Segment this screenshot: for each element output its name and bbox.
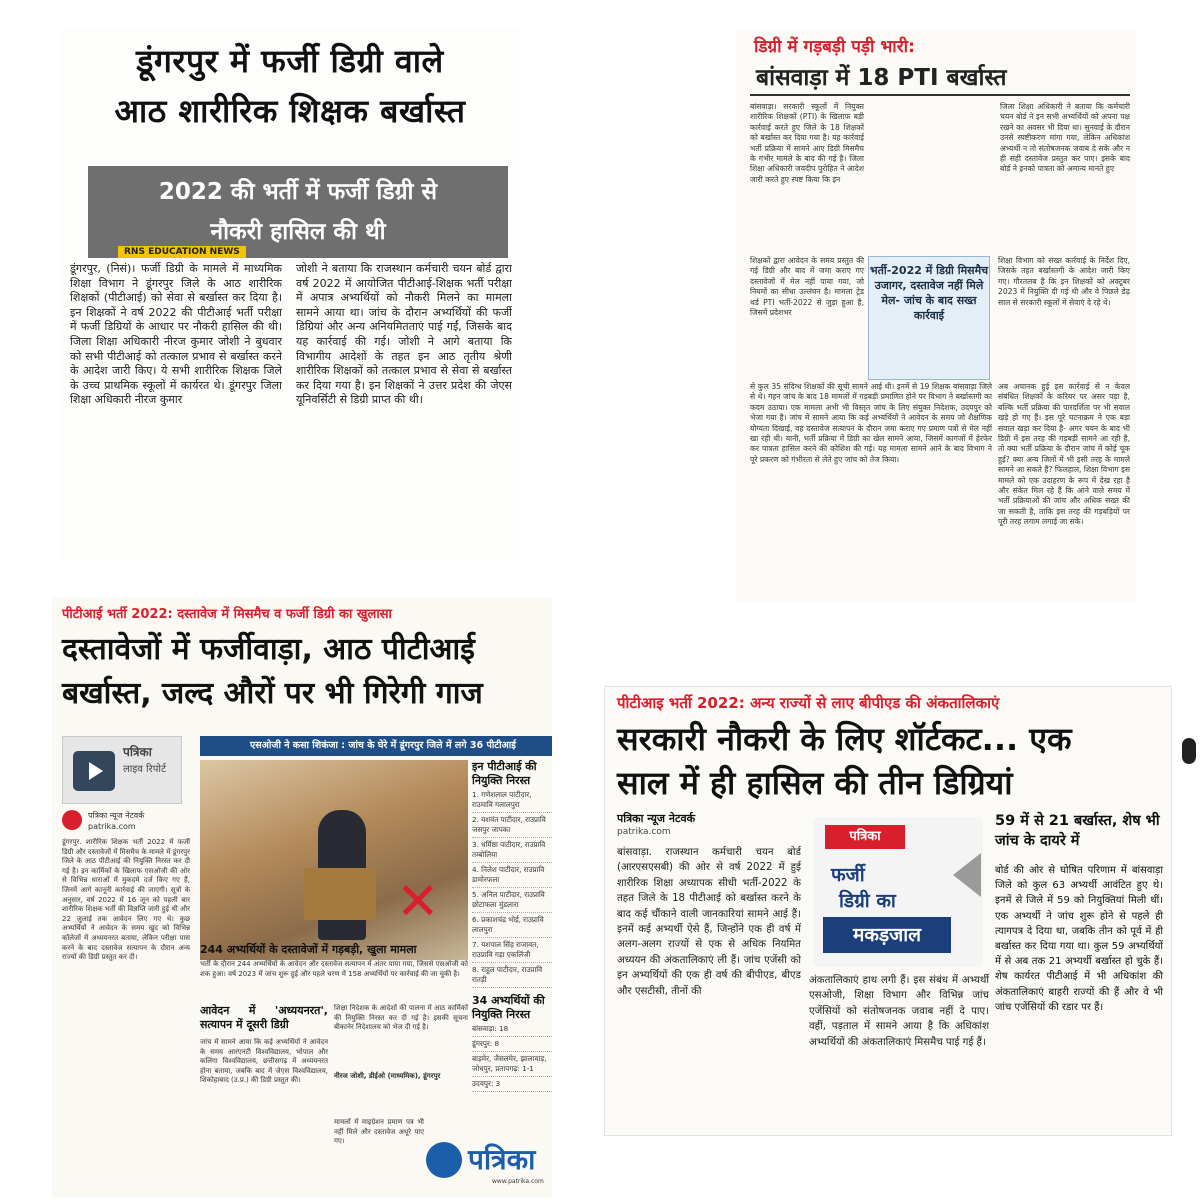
body-column-1-top: बांसवाड़ा। सरकारी स्कूलों में नियुक्त शारीरिक शिक्षकों (PTI) के खिलाफ बड़ी कार्रवाई करते हुए जिले के 18 शिक्षकों को बर्खास्त कर दिया गया है। यह कार्रवाई भर्ती प्रक्रिया में सामने आए डिग्री मिसमैच के गंभीर मामले के बाद की गई है। जिला शिक्षा अधिकारी जयदीप पुरोहित ने आदेश जारी करते हुए स्पष्ट किया कि इन <box>750 102 864 184</box>
headline: डूंगरपुर में फर्जी डिग्री वाले आठ शारीरिक शिक्षक बर्खास्त <box>114 42 466 130</box>
source-tag: RNS EDUCATION NEWS <box>118 246 246 258</box>
kicker: डिग्री में गड़बड़ी पड़ी भारी: <box>754 37 915 57</box>
body-column-2-top: जिला शिक्षा अधिकारी ने बताया कि कर्मचारी चयन बोर्ड ने इन सभी अभ्यर्थियों को अपना पक्ष रखने का अवसर भी दिया था। सुनवाई के दौरान उनसे स्पष्टीकरण मांगा गया, लेकिन अधिकांश अभ्यर्थी न तो संतोषजनक जवाब दे सके और न ही सही दस्तावेज प्रस्तुत कर पाए। इसके बाद बोर्ड ने इनको पात्रता को अमान्य मानते हुए <box>1000 102 1130 174</box>
list-item: 3. धर्मिष्ठा पाटीदार, राउप्रावि तम्बोलिया <box>472 838 552 863</box>
list2-heading: 34 अभ्यर्थियों की नियुक्ति निरस्त <box>472 994 545 1021</box>
network: पत्रिका न्यूज नेटवर्क <box>88 811 145 820</box>
quote-author: नीरज जोशी, डीईओ (माध्यमिक), डूंगरपुर <box>334 1072 441 1080</box>
clip-patrika-dungarpur <box>52 598 552 1198</box>
cross-mark-icon: ✕ <box>396 872 440 932</box>
body-column-1: डूंगरपुर. शारीरिक शिक्षक भर्ती 2022 में फर्जी डिग्री और दस्तावेजों में मिसमैच के मामले में डूंगरपुर जिले के आठ पीटीआई की नियुक्ति निरस्त कर दी गई है। इन कार्मिकों के खिलाफ एसओजी की ओर से विभिन्न धाराओं में मुकदमे दर्ज किए गए हैं, जिनमें आगे कानूनी कार्रवाई की जाएगी। सूत्रों के अनुसार, वर्ष 2022 में 16 जून को पहली बार शारीरिक शिक्षक भर्ती की विज्ञप्ति जारी हुई थी और 22 जुलाई तक आवेदन लिए गए थे। कुछ अभ्यर्थियों ने आवेदन के समय खुद को विभिन्न कॉलेजों में अध्ययनरत बताया, लेकिन परीक्षा पास करने के बाद दस्तावेज सत्यापन के दौरान अन्य राज्यों की डिग्री प्रस्तुत कर दी। <box>62 838 190 962</box>
divider <box>750 94 1130 96</box>
list-item: बाड़मेर, जैसलमेर, झालावाड़, जोधपुर, प्रतापगढ़: 1-1 <box>472 1052 552 1077</box>
headline: बांसवाड़ा में 18 PTI बर्खास्त <box>756 65 1007 91</box>
play-icon <box>73 751 115 791</box>
body-column-1-mid: शिक्षकों द्वारा आवेदन के समय प्रस्तुत की गई डिग्री और बाद में जमा कराए गए दस्तावेजों में मेल नहीं पाया गया, जो नियमों का सीधा उल्लंघन है। मामला ट्रेड थर्ड PTI भर्ती-2022 से जुड़ा हुआ है, जिसमें प्रदेशभर <box>750 256 864 318</box>
photo-caption: 244 अभ्यर्थियों के दस्तावेजों में गड़बड़ी, खुला मामला <box>200 943 417 956</box>
sog-banner: एसओजी ने कसा शिकंजा : जांच के घेरे में डूंगरपुर जिले में लगे 36 पीटीआई <box>200 736 552 756</box>
network: पत्रिका न्यूज नेटवर्क <box>617 812 696 825</box>
list-item: 6. प्रकाशचंद्र भोई, राउप्रावि लालपुरा <box>472 913 552 938</box>
body-column-1: बांसवाड़ा. राजस्थान कर्मचारी चयन बोर्ड (आरएसएसबी) की ओर से वर्ष 2022 में हुई शारीरिक शिक्षा अध्यापक सीधी भर्ती-2022 के तहत जिले के 18 पीटीआई को बर्खास्त करने के बाद कई चौंकाने वाली जानकारियां सामने आई हैं। इनमें कई अभ्यर्थी ऐसे हैं, जिन्होंने एक ही वर्ष में अलग-अलग राज्यों से एक से अधिक नियमित अध्ययन की अंकतालिकाएं ली हैं। जांच एजेंसी को इन अभ्यर्थियों की एक ही वर्ष की बीपीएड, बीएड और एसटीसी, तीनों की <box>617 847 801 997</box>
list-item: 4. निलेश पाटीदार, राउप्रावि डामोरफला <box>472 863 552 888</box>
body-column-1-bottom: से कुल 35 संदिग्ध शिक्षकों की सूची सामने आई थी। इनमें से 19 शिक्षक बांसवाड़ा जिले से थे। गहन जांच के बाद 18 मामलों में गड़बड़ी प्रमाणित होने पर विभाग ने बर्खास्तगी का कदम उठाया। एक मामला अभी भी विस्तृत जांच के लिए संयुक्त निदेशक, उदयपुर को भेजा गया है। जांच में सामने आया कि कई अभ्यर्थियों ने आवेदन के समय जो शैक्षणिक योग्यता दिखाई, वह दस्तावेज सत्यापन के दौरान जमा कराए गए प्रमाण पत्रों से मेल नहीं खा रही थी। यानी, भर्ती प्रक्रिया में डिग्री का खेल सामने आया, जिसमें कागजों में हेरफेर कर पात्रता हासिल करने की कोशिश की गई। यह मामला सामने आने के बाद विभाग ने पूरे प्रकरण को गंभीरता से लेते हुए जांच को तेज किया। <box>750 382 992 464</box>
list-item: 5. अनिल पाटीदार, राउप्रावि छोटाफला मुंडलारा <box>472 888 552 913</box>
cancelled-list: इन पीटीआई की नियुक्ति निरस्त 1. गणेशलाल पाटीदार, राउमावि गलालपुरा 2. यशवंत पाटीदार, राउप्रावि जसपुर जापका 3. धर्मिष्ठा पाटीदार, राउप्रावि तम्बोलिया 4. निलेश पाटीदार, राउप्रावि डामोरफला 5. अनिल पाटीदार, राउप्रावि छोटाफला मुंडलारा 6. प्रकाशचंद्र भोई, राउप्रावि लालपुरा 7. यशपाल सिंह राजावत, राउप्रावि गड़ा एकलिंजी 8. राहुल पाटीदार, राउप्रावि रातड़ी 34 अभ्यर्थियों की नियुक्ति निरस्त बांसवाड़ा: 18 डूंगरपुर: 8 बाड़मेर, जैसलमेर, झालावाड़, जोधपुर, प्रतापगढ़: 1-1 उदयपुर: 3 <box>472 760 552 1092</box>
kicker: पीटीआइ भर्ती 2022: अन्य राज्यों से लाए बीपीएड की अंकतालिकाएं <box>617 694 1000 712</box>
website: patrika.com <box>617 827 671 837</box>
body-column-2-top: भर्ती के दौरान 244 अभ्यर्थियों के आवेदन और दस्तावेज सत्यापन में अंतर पाया गया, जिससे एसओजी को शक हुआ। वर्ष 2023 में जांच शुरू हुई और पहले चरण में 158 अभ्यर्थियों पर कार्रवाई की जा चुकी है। <box>200 960 468 978</box>
headline: दस्तावेजों में फर्जीवाड़ा, आठ पीटीआई बर्खास्त, जल्द औरों पर भी गिरेगी गाज <box>62 632 483 711</box>
headline: सरकारी नौकरी के लिए शॉर्टकट... एक साल में ही हासिल की तीन डिग्रियां <box>617 720 1072 802</box>
list-item: 1. गणेशलाल पाटीदार, राउमावि गलालपुरा <box>472 788 552 813</box>
patrika-round-logo <box>62 810 82 830</box>
graphic-badge: पत्रिका फर्जी डिग्री का मकड़जाल <box>813 817 983 967</box>
highlight-box: भर्ती-2022 में डिग्री मिसमैच उजागर, दस्तावेज नहीं मिले मेल- जांच के बाद सख्त कार्रवाई <box>868 256 990 380</box>
tv-brand: पत्रिका <box>123 745 152 759</box>
body-column-2-mid: शिक्षा विभाग को सख्त कार्रवाई के निर्देश दिए, जिसके तहत बर्खास्तगी के आदेश जारी किए गए। गौरतलब है कि इन शिक्षकों को अक्टूबर 2023 में नियुक्ति दी गई थी और वे पिछले डेढ़ साल से सरकारी स्कूलों में सेवाएं दे रहे थे। <box>998 256 1130 307</box>
clip-patrika-banswara <box>604 686 1172 1136</box>
subhead-applied: आवेदन में 'अध्ययनरत', सत्यापन में दूसरी डिग्री <box>200 1004 328 1031</box>
news-photo <box>200 760 468 960</box>
website: patrika.com <box>88 822 136 831</box>
list-item: डूंगरपुर: 8 <box>472 1037 552 1052</box>
side-heading: 59 में से 21 बर्खास्त, शेष भी जांच के दायरे में <box>995 813 1160 849</box>
body-column-2: जोशी ने बताया कि राजस्थान कर्मचारी चयन बोर्ड द्वारा वर्ष 2022 में आयोजित पीटीआई-शिक्षक भर्ती परीक्षा में अपात्र अभ्यर्थियों को नौकरी मिलने का मामला सामने आया था। जांच के दौरान अभ्यर्थियों की फर्जी डिग्रियां और अन्य अनियमितताएं पाई गईं, जिसके बाद यह कार्रवाई की गई। जोशी ने आगे बताया कि विभागीय आदेशों के तहत इन आठ तृतीय श्रेणी शारीरिक शिक्षकों को तत्काल प्रभाव से सेवा से बर्खास्त कर दिया गया है। इन शिक्षकों ने उत्तर प्रदेश की जेएस यूनिवर्सिटी से डिग्री प्राप्त की थी। <box>296 262 512 407</box>
body-column-2: जांच में सामने आया कि कई अभ्यर्थियों ने आवेदन के समय आरएनटी विश्वविद्यालय, भोपाल और कलिंगा विश्वविद्यालय, छत्तीसगढ़ में अध्ययनरत होना बताया, जबकि बाद में जेएस विश्वविद्यालय, शिकोहाबाद (उ.प्र.) की डिग्री प्रस्तुत की। <box>200 1038 328 1085</box>
tv-label: लाइव रिपोर्ट <box>123 764 167 775</box>
scroll-handle[interactable] <box>1182 738 1196 764</box>
side-body: बोर्ड की ओर से घोषित परिणाम में बांसवाड़ा जिले को कुल 63 अभ्यर्थी आवंटित हुए थे। इनमें से जिले में 59 को नियुक्तियां मिली थीं। एक अभ्यर्थी ने जांच शुरू होने से पहले ही त्यागपत्र दे दिया था, जबकि तीन को पूर्व में ही बर्खास्त कर दिया गया था। कुल 59 अभ्यर्थियों में से अब तक 21 अभ्यर्थी बर्खास्त हो चुके हैं। शेष कार्यरत पीटीआई में भी अधिकांश की अंकतालिकाएं बाहरी राज्यों की हैं और वे भी जांच एजेंसियों की रडार पर हैं। <box>995 865 1163 1013</box>
subheadline: 2022 की भर्ती में फर्जी डिग्री से नौकरी हासिल की थी <box>88 166 508 258</box>
body-column-2: अंकतालिकाएं हाथ लगी हैं। इस संबंध में अभ्यर्थी एसओजी, शिक्षा विभाग और विभिन्न जांच एजेंसियों को संतोषजनक जवाब नहीं दे पाए। वहीं, पड़ताल में सामने आया है कि अधिकांश अभ्यर्थियों की अंकतालिकाएं मिसमैच पाई गई हैं। <box>809 975 989 1048</box>
carton-box <box>304 868 376 920</box>
globe-icon <box>426 1142 462 1178</box>
body-column-3: मामलों में माइग्रेशन प्रमाण पत्र भी नहीं मिले और दस्तावेज अधूरे पाए गए। <box>334 1118 424 1146</box>
list-item: 8. राहुल पाटीदार, राउप्रावि रातड़ी <box>472 963 552 988</box>
live-report-badge <box>62 736 182 804</box>
list-item: बांसवाड़ा: 18 <box>472 1022 552 1037</box>
list-item: 7. यशपाल सिंह राजावत, राउप्रावि गड़ा एकलिंजी <box>472 938 552 963</box>
kicker: पीटीआई भर्ती 2022: दस्तावेज में मिसमैच व फर्जी डिग्री का खुलासा <box>62 607 392 622</box>
body-column-2-bottom: अब अचानक हुई इस कार्रवाई से न केवल संबंधित शिक्षकों के करियर पर असर पड़ा है, बल्कि भर्ती प्रक्रिया की पारदर्शिता पर भी सवाल खड़े हो गए हैं। इस पूरे घटनाक्रम ने एक बड़ा सवाल खड़ा कर दिया है- अगर चयन के बाद भी डिग्री में इस तरह की गड़बड़ी सामने आ रही है, तो क्या भर्ती प्रक्रिया के दौरान जांच में कोई चूक हुई? क्या अन्य जिलों में भी इसी तरह के मामले सामने आ सकते हैं? फिलहाल, शिक्षा विभाग इस मामले को एक उदाहरण के रूप में देख रहा है और संकेत मिल रहे हैं कि आने वाले समय में भर्ती प्रक्रियाओं की जांच और अधिक सख्त की जा सकती है, ताकि इस तरह की गड़बड़ियों पर पूरी तरह लगाम लगाई जा सके। <box>998 382 1130 527</box>
official-quote: शिक्षा निदेशक के आदेशों की पालना में आठ कार्मिकों की नियुक्ति निरस्त कर दी गई है। इसकी सूचना बीकानेर निदेशालय को भेज दी गई है। <box>334 1004 468 1032</box>
clip-banswara-article <box>736 30 1136 602</box>
list-item: 2. यशवंत पाटीदार, राउप्रावि जसपुर जापका <box>472 813 552 838</box>
body-column-1: डूंगरपुर, (निसं)। फर्जी डिग्री के मामले में माध्यमिक शिक्षा विभाग ने डूंगरपुर जिले के आठ शारीरिक शिक्षकों (पीटीआई) को सेवा से बर्खास्त कर दिया है। इन शिक्षकों ने वर्ष 2022 की पीटीआई भर्ती परीक्षा में फर्जी डिग्रियों के आधार पर नौकरी हासिल की थी। जिला शिक्षा अधिकारी नीरज कुमार जोशी ने बुधवार को सभी पीटीआई को तत्काल प्रभाव से बर्खास्त करने के आदेश जारी किए। ये सभी शारीरिक शिक्षक जिले के उच्च प्राथमिक स्कूलों में कार्यरत थे। डूंगरपुर जिला शिक्षा अधिकारी नीरज कुमार <box>70 262 282 407</box>
clip-dungarpur-article <box>60 30 520 560</box>
megaphone-icon <box>953 853 981 897</box>
list-item: उदयपुर: 3 <box>472 1077 552 1092</box>
patrika-logo: पत्रिका www.patrika.com <box>426 1138 546 1184</box>
